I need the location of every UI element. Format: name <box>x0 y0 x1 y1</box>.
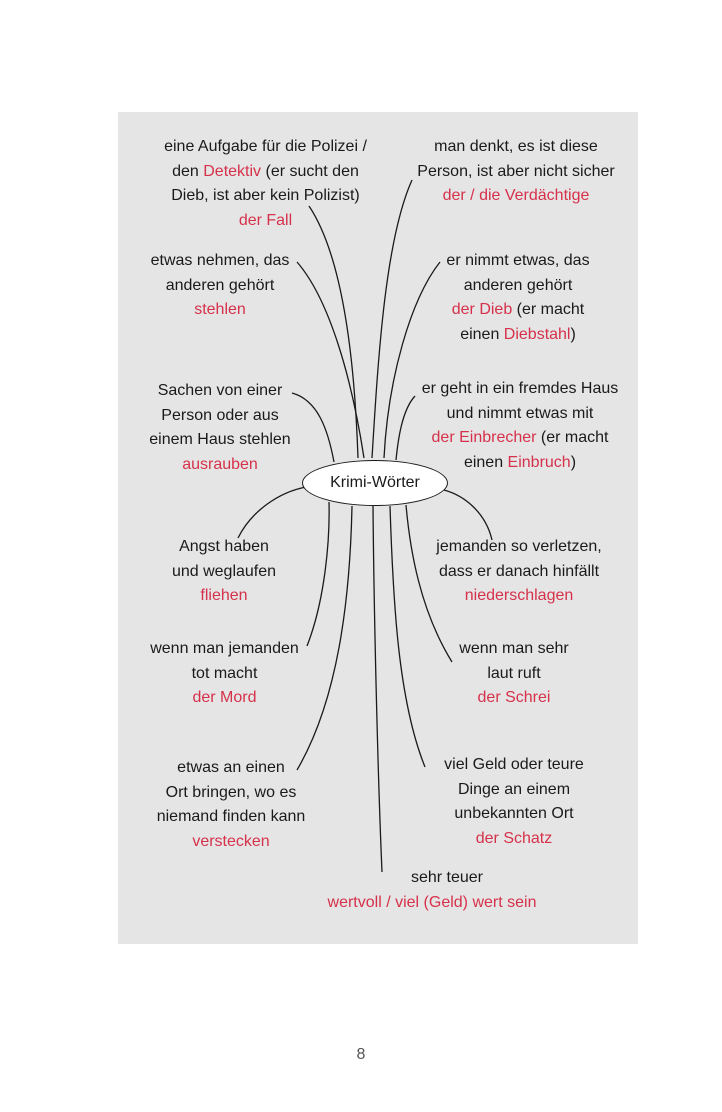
term-einbrecher: der Einbrecher <box>431 429 537 447</box>
term-detektiv: Detektiv <box>203 162 262 180</box>
entry-fall: eine Aufgabe für die Polizei / den Detektiv (er sucht den Dieb, ist aber kein Polizist) der Fall <box>133 135 398 233</box>
connector-wertvoll <box>373 506 382 872</box>
entry-wertvoll: sehr teuer wertvoll / viel (Geld) wert sein <box>300 866 564 915</box>
term-diebstahl: Diebstahl <box>503 325 571 343</box>
term-niederschlagen: niederschlagen <box>464 587 574 605</box>
term-fliehen: fliehen <box>200 587 248 605</box>
entry-mord: wenn man jemanden tot macht der Mord <box>122 637 327 711</box>
center-label: Krimi-Wörter <box>330 474 420 491</box>
connector-fliehen <box>238 487 306 538</box>
term-wertvoll: wertvoll / viel (Geld) wert sein <box>327 893 537 911</box>
entry-einbrecher: er geht in ein fremdes Haus und nimmt etwas mit der Einbrecher (er macht einen Einbruch) <box>421 380 619 471</box>
page-number: 8 <box>356 1046 366 1063</box>
entry-verdaechtige: man denkt, es ist diese Person, ist aber nicht sicher der / die Verdächtige <box>400 135 632 209</box>
entry-stehlen: etwas nehmen, das anderen gehört stehlen <box>120 249 320 323</box>
entry-schrei: wenn man sehr laut ruft der Schrei <box>424 637 604 711</box>
term-verstecken: verstecken <box>192 832 270 850</box>
entry-niederschlagen: jemanden so verletzen, dass er danach hinfällt niederschlagen <box>414 535 624 609</box>
term-einbruch: Einbruch <box>507 453 571 471</box>
term-fall: der Fall <box>238 211 293 229</box>
entry-ausrauben: Sachen von einer Person oder aus einem Haus stehlen ausrauben <box>120 379 320 477</box>
term-mord: der Mord <box>192 689 257 707</box>
connector-niederschlagen <box>444 490 492 540</box>
term-verdaechtige: der / die Verdächtige <box>442 187 590 205</box>
entry-verstecken: etwas an einen Ort bringen, wo es niemand finden kann verstecken <box>126 756 336 854</box>
term-dieb: der Dieb <box>451 301 513 319</box>
term-schrei: der Schrei <box>477 689 551 707</box>
term-stehlen: stehlen <box>194 301 246 319</box>
entry-dieb: er nimmt etwas, das anderen gehört der Dieb (er macht einen Diebstahl) <box>446 252 590 343</box>
term-ausrauben: ausrauben <box>182 455 258 473</box>
entry-schatz: viel Geld oder teure Dinge an einem unbekannten Ort der Schatz <box>414 753 614 851</box>
term-schatz: der Schatz <box>475 829 553 847</box>
entry-fliehen: Angst haben und weglaufen fliehen <box>124 535 324 609</box>
